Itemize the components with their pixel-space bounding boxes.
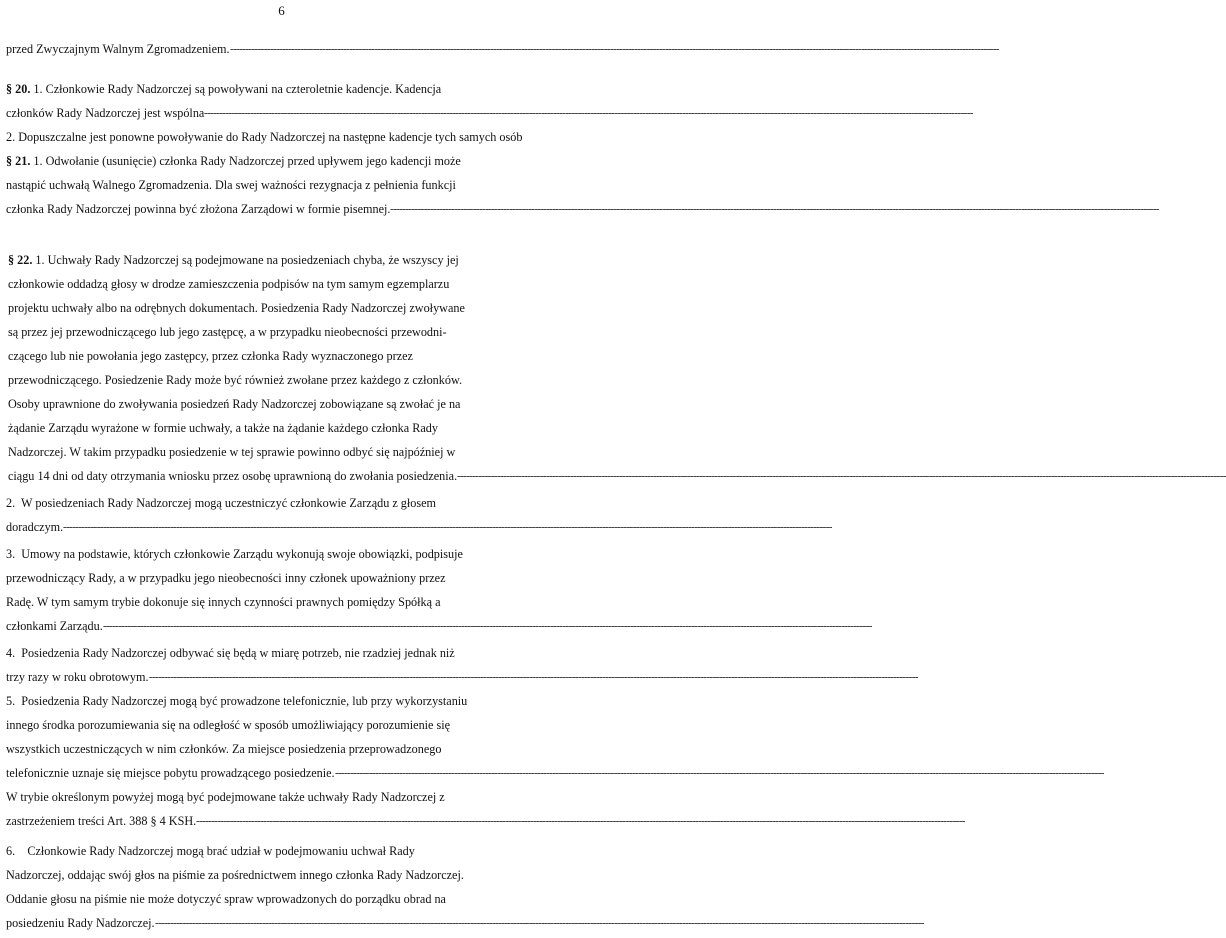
line-content: przewodniczącego. Posiedzenie Rady może być również zwołane przez każdego z członków. [8, 373, 463, 387]
line-text [6, 814, 196, 828]
line-text [8, 277, 449, 291]
line-text [6, 202, 390, 216]
line-text [6, 694, 467, 708]
dash-filler: ----------------------------------------------------------------------------------------------------------------------------------------------------------------------------------------------------------------------------------------------------------- [103, 620, 872, 632]
line-content: doradczym. [6, 520, 64, 534]
line-content: 2. W posiedzeniach Rady Nadzorczej mogą uczestniczyć członkowie Zarządu z głosem [6, 496, 436, 510]
line-text [8, 469, 457, 483]
text-line [8, 371, 559, 389]
text-line [6, 866, 559, 884]
dash-filler: ----------------------------------------------------------------------------------------------------------------------------------------------------------------------------------------------------------------------------------------------------------- [155, 917, 924, 929]
text-line [6, 494, 559, 512]
line-text [8, 253, 459, 267]
line-content: 2. Dopuszczalne jest ponowne powoływanie do Rady Nadzorczej na następne kadencje tych samych osób [6, 130, 523, 144]
line-content: 1. Członkowie Rady Nadzorczej są powoływani na czteroletnie kadencje. Kadencja [30, 82, 442, 96]
line-content: ciągu 14 dni od daty otrzymania wniosku przez osobę uprawnioną do zwołania posiedzenia. [8, 469, 458, 483]
text-line [6, 764, 1104, 782]
text-line [6, 812, 965, 830]
line-text [6, 718, 450, 732]
text-line [8, 347, 559, 365]
line-text [6, 670, 149, 684]
line-text [8, 373, 462, 387]
line-content: przewodniczący Rady, a w przypadku jego nieobecności inny członek upoważniony przez [6, 571, 446, 585]
line-text [8, 397, 460, 411]
text-line [8, 395, 559, 413]
text-line [6, 716, 559, 734]
dash-filler: ----------------------------------------------------------------------------------------------------------------------------------------------------------------------------------------------------------------------------------------------------------- [149, 671, 918, 683]
text-line [6, 569, 559, 587]
text-line [8, 323, 559, 341]
line-text [6, 178, 456, 192]
text-line [6, 617, 872, 635]
line-text [6, 619, 103, 633]
dash-filler: ----------------------------------------------------------------------------------------------------------------------------------------------------------------------------------------------------------------------------------------------------------- [390, 203, 1159, 215]
line-text [6, 595, 440, 609]
line-content: członka Rady Nadzorczej powinna być złożona Zarządowi w formie pisemnej. [6, 202, 391, 216]
line-content: 6. Członkowie Rady Nadzorczej mogą brać udział w podejmowaniu uchwał Rady [6, 844, 415, 858]
line-content: 3. Umowy na podstawie, których członkowie Zarządu wykonują swoje obowiązki, podpisuje [6, 547, 463, 561]
line-text [6, 520, 63, 534]
line-text [6, 130, 522, 144]
line-text [6, 82, 441, 96]
dash-filler: ----------------------------------------------------------------------------------------------------------------------------------------------------------------------------------------------------------------------------------------------------------- [457, 470, 1226, 482]
text-line [8, 419, 559, 437]
line-content: wszystkich uczestniczących w nim członków. Za miejsce posiedzenia przeprowadzonego [6, 742, 442, 756]
line-text [6, 790, 445, 804]
text-line [6, 890, 559, 908]
section-marker: § 21. [6, 154, 31, 168]
section-marker: § 22. [8, 253, 33, 267]
line-content: Radę. W tym samym trybie dokonuje się innych czynności prawnych pomiędzy Spółką a [6, 595, 441, 609]
line-content: członkami Zarządu. [6, 619, 103, 633]
text-line [6, 200, 1159, 218]
line-content: innego środka porozumiewania się na odległość w sposób umożliwiający porozumienie się [6, 718, 451, 732]
line-text [6, 916, 155, 930]
text-line [6, 788, 559, 806]
line-text [6, 106, 204, 120]
dash-filler: ----------------------------------------------------------------------------------------------------------------------------------------------------------------------------------------------------------------------------------------------------------- [196, 815, 965, 827]
line-text [8, 325, 447, 339]
line-content: telefonicznie uznaje się miejsce pobytu prowadzącego posiedzenie. [6, 766, 335, 780]
text-line [6, 692, 559, 710]
line-content: 5. Posiedzenia Rady Nadzorczej mogą być prowadzone telefonicznie, lub przy wykorzystaniu [6, 694, 468, 708]
dash-filler: ----------------------------------------------------------------------------------------------------------------------------------------------------------------------------------------------------------------------------------------------------------- [230, 43, 999, 55]
line-text [8, 445, 455, 459]
line-content: 4. Posiedzenia Rady Nadzorczej odbywać się będą w miarę potrzeb, nie rzadziej jednak niż [6, 646, 455, 660]
line-content: członkowie oddadzą głosy w drodze zamieszczenia podpisów na tym samym egzemplarzu [8, 277, 450, 291]
line-text [6, 844, 415, 858]
line-content: Nadzorczej, oddając swój głos na piśmie za pośrednictwem innego członka Rady Nadzorczej. [6, 868, 464, 882]
dash-filler: ----------------------------------------------------------------------------------------------------------------------------------------------------------------------------------------------------------------------------------------------------------- [335, 767, 1104, 779]
line-content: czącego lub nie powołania jego zastępcy, przez członka Rady wyznaczonego przez [8, 349, 413, 363]
dash-filler: ----------------------------------------------------------------------------------------------------------------------------------------------------------------------------------------------------------------------------------------------------------- [204, 107, 973, 119]
line-content: 1. Odwołanie (usunięcie) członka Rady Nadzorczej przed upływem jego kadencji może [30, 154, 461, 168]
text-line [8, 443, 559, 461]
line-content: zastrzeżeniem treści Art. 388 § 4 KSH. [6, 814, 197, 828]
line-content: Nadzorczej. W takim przypadku posiedzenie w tej sprawie powinno odbyć się najpóźniej w [8, 445, 456, 459]
line-text [6, 766, 335, 780]
line-content: Osoby uprawnione do zwoływania posiedzeń Rady Nadzorczej zobowiązane są zwołać je na [8, 397, 461, 411]
line-content: posiedzeniu Rady Nadzorczej. [6, 916, 155, 930]
line-content: przed Zwyczajnym Walnym Zgromadzeniem. [6, 42, 230, 56]
line-content: są przez jej przewodniczącego lub jego zastępcę, a w przypadku nieobecności przewodni- [8, 325, 447, 339]
text-line [6, 518, 832, 536]
line-text [6, 742, 441, 756]
line-content: żądanie Zarządu wyrażone w formie uchwały, a także na żądanie każdego członka Rady [8, 421, 438, 435]
text-line [6, 914, 924, 932]
text-line [6, 104, 973, 122]
line-text [6, 646, 455, 660]
dash-filler: ----------------------------------------------------------------------------------------------------------------------------------------------------------------------------------------------------------------------------------------------------------- [63, 521, 832, 533]
text-line [6, 668, 918, 686]
line-content: trzy razy w roku obrotowym. [6, 670, 149, 684]
line-text [8, 301, 465, 315]
line-content: W trybie określonym powyżej mogą być podejmowane także uchwały Rady Nadzorczej z [6, 790, 445, 804]
line-content: projektu uchwały albo na odrębnych dokumentach. Posiedzenia Rady Nadzorczej zwoływane [8, 301, 465, 315]
line-text [6, 547, 463, 561]
text-line [8, 299, 559, 317]
line-content: 1. Uchwały Rady Nadzorczej są podejmowane na posiedzeniach chyba, że wszyscy jej [32, 253, 459, 267]
line-text [8, 349, 413, 363]
text-line [6, 644, 559, 662]
line-content: nastąpić uchwałą Walnego Zgromadzenia. Dla swej ważności rezygnacja z pełnienia funkcji [6, 178, 456, 192]
text-line [6, 40, 999, 58]
line-text [6, 868, 464, 882]
text-line [6, 176, 559, 194]
line-text [6, 892, 446, 906]
page-number: 6 [278, 3, 285, 18]
text-line [6, 128, 559, 146]
text-line [6, 545, 559, 563]
line-text [8, 421, 438, 435]
section-marker: § 20. [6, 82, 31, 96]
line-text [6, 571, 445, 585]
text-line [6, 740, 559, 758]
line-content: Oddanie głosu na piśmie nie może dotyczyć spraw wprowadzonych do porządku obrad na [6, 892, 446, 906]
text-line [6, 593, 559, 611]
line-text [6, 154, 461, 168]
text-line [8, 275, 559, 293]
text-line [6, 80, 559, 98]
text-line [8, 467, 1226, 485]
line-content: członków Rady Nadzorczej jest wspólna [6, 106, 205, 120]
text-line [8, 251, 559, 269]
text-line [6, 842, 559, 860]
text-line [6, 152, 559, 170]
line-text [6, 42, 230, 56]
line-text [6, 496, 436, 510]
